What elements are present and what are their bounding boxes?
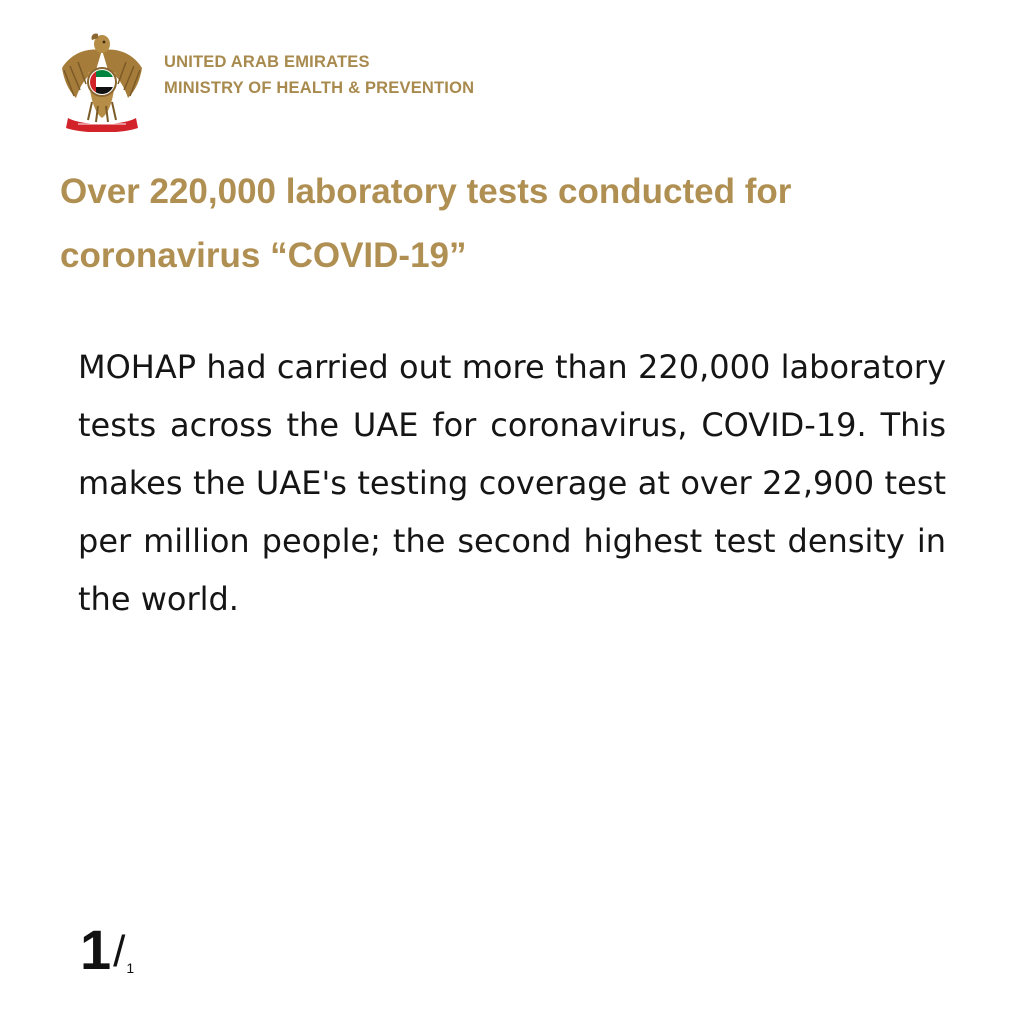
body-paragraph: MOHAP had carried out more than 220,000 laboratory tests across the UAE for coronavirus, COVID-19. This makes the UAE's testing coverage at over 22,900 test per million people; the second highest test density in the world.	[78, 348, 946, 618]
headline: Over 220,000 laboratory tests conducted for coronavirus “COVID-19”	[60, 172, 792, 275]
page-total: 1	[126, 960, 135, 976]
uae-falcon-emblem-icon	[58, 28, 146, 132]
org-country: UNITED ARAB EMIRATES	[164, 53, 370, 71]
organization-name	[164, 49, 474, 101]
page-separator: /	[113, 927, 126, 976]
page-current: 1	[80, 918, 112, 981]
page-indicator	[80, 920, 134, 980]
org-ministry: MINISTRY OF HEALTH & PREVENTION	[164, 79, 475, 97]
header	[58, 28, 474, 132]
